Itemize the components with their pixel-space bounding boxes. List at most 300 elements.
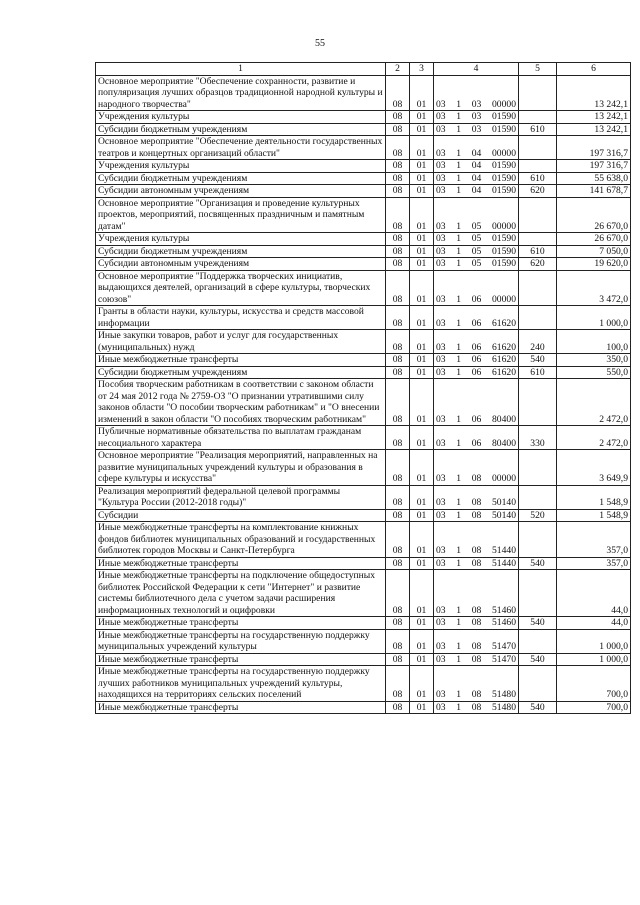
subsection-code: 01 [410, 617, 434, 630]
subsection-code: 01 [410, 233, 434, 246]
table-row [96, 233, 631, 246]
code-part: 51470 [492, 641, 516, 652]
section-code: 08 [386, 570, 410, 617]
code-part: 04 [471, 185, 482, 196]
code-part: 03 [436, 111, 446, 122]
expense-type-code: 620 [519, 258, 557, 271]
table-row [96, 366, 631, 379]
table-row [96, 485, 631, 509]
target-article-code [434, 570, 519, 617]
amount: 44,0 [557, 570, 631, 617]
amount: 1 000,0 [557, 629, 631, 653]
code-part: 08 [471, 653, 482, 665]
row-name: Иные межбюджетные трансферты на государственную поддержку муниципальных учреждений культуры [96, 629, 386, 653]
target-article-code [434, 557, 519, 570]
row-name: Учреждения культуры [96, 233, 386, 246]
code-part: 1 [456, 111, 462, 122]
target-article-code [434, 450, 519, 486]
amount: 1 000,0 [557, 306, 631, 330]
expense-type-code: 610 [519, 172, 557, 185]
subsection-code: 01 [410, 509, 434, 522]
amount: 550,0 [557, 366, 631, 379]
code-part: 1 [456, 258, 462, 269]
section-code: 08 [386, 653, 410, 666]
target-article-code [434, 629, 519, 653]
subsection-code: 01 [410, 666, 434, 702]
code-part: 00000 [492, 147, 516, 159]
code-part: 51480 [492, 701, 516, 713]
code-part: 1 [456, 220, 462, 232]
amount: 13 242,1 [557, 75, 631, 111]
target-article-code [434, 354, 519, 367]
code-part: 06 [471, 437, 482, 449]
code-part: 01590 [492, 111, 516, 122]
code-part: 08 [471, 545, 482, 556]
section-code: 08 [386, 366, 410, 379]
subsection-code: 01 [410, 653, 434, 666]
expense-type-code: 330 [519, 426, 557, 450]
section-code: 08 [386, 270, 410, 306]
code-part: 03 [436, 509, 446, 521]
subsection-code: 01 [410, 366, 434, 379]
subsection-code: 01 [410, 557, 434, 570]
table-row [96, 629, 631, 653]
subsection-code: 01 [410, 629, 434, 653]
table-row [96, 172, 631, 185]
table-row [96, 617, 631, 630]
code-part: 05 [471, 220, 482, 232]
code-part: 1 [456, 689, 462, 700]
table-row [96, 245, 631, 258]
subsection-code: 01 [410, 379, 434, 426]
row-name: Субсидии [96, 509, 386, 522]
code-part: 06 [471, 413, 482, 425]
code-part: 04 [471, 160, 482, 171]
section-code: 08 [386, 258, 410, 271]
code-part: 1 [456, 617, 462, 628]
expense-type-code [519, 111, 557, 124]
code-part: 03 [471, 98, 482, 110]
subsection-code: 01 [410, 136, 434, 160]
expense-type-code: 540 [519, 653, 557, 666]
code-part: 03 [436, 341, 446, 353]
section-code: 08 [386, 197, 410, 233]
code-part: 08 [471, 701, 482, 713]
code-part: 00000 [492, 473, 516, 484]
table-row [96, 136, 631, 160]
row-name: Иные межбюджетные трансферты [96, 557, 386, 570]
subsection-code: 01 [410, 197, 434, 233]
section-code: 08 [386, 379, 410, 426]
code-part: 1 [456, 653, 462, 665]
code-part: 01590 [492, 233, 516, 244]
table-row [96, 270, 631, 306]
code-part: 80400 [492, 437, 516, 449]
expense-type-code [519, 450, 557, 486]
section-code: 08 [386, 426, 410, 450]
code-part: 08 [471, 604, 482, 616]
target-article-code [434, 701, 519, 714]
target-article-code [434, 485, 519, 509]
expense-type-code [519, 75, 557, 111]
code-part: 1 [456, 473, 462, 484]
amount: 3 649,9 [557, 450, 631, 486]
section-code: 08 [386, 557, 410, 570]
subsection-code: 01 [410, 426, 434, 450]
amount: 2 472,0 [557, 426, 631, 450]
code-part: 03 [436, 258, 446, 269]
target-article-code [434, 426, 519, 450]
code-part: 01590 [492, 123, 516, 135]
code-part: 03 [436, 617, 446, 628]
code-part: 1 [456, 545, 462, 556]
table-row [96, 354, 631, 367]
amount: 357,0 [557, 557, 631, 570]
subsection-code: 01 [410, 485, 434, 509]
code-part: 03 [436, 233, 446, 244]
code-part: 1 [456, 185, 462, 196]
subsection-code: 01 [410, 330, 434, 354]
subsection-code: 01 [410, 270, 434, 306]
target-article-code [434, 366, 519, 379]
code-part: 1 [456, 98, 462, 110]
table-row [96, 701, 631, 714]
table-row [96, 111, 631, 124]
section-code: 08 [386, 111, 410, 124]
code-part: 04 [471, 147, 482, 159]
code-part: 1 [456, 341, 462, 353]
expense-type-code [519, 379, 557, 426]
code-part: 05 [471, 233, 482, 244]
code-part: 04 [471, 172, 482, 184]
header-row [96, 63, 631, 76]
row-name: Основное мероприятие "Поддержка творческих инициатив, выдающихся деятелей, организаций в сфере культуры, творческих союзов" [96, 270, 386, 306]
table-row [96, 450, 631, 486]
expense-type-code [519, 666, 557, 702]
subsection-code: 01 [410, 450, 434, 486]
code-part: 51460 [492, 604, 516, 616]
target-article-code [434, 330, 519, 354]
code-part: 1 [456, 160, 462, 171]
row-name: Субсидии бюджетным учреждениям [96, 245, 386, 258]
expense-type-code: 540 [519, 617, 557, 630]
section-code: 08 [386, 522, 410, 558]
target-article-code [434, 185, 519, 198]
code-part: 03 [436, 557, 446, 569]
subsection-code: 01 [410, 111, 434, 124]
amount: 2 472,0 [557, 379, 631, 426]
code-part: 1 [456, 641, 462, 652]
code-part: 01590 [492, 160, 516, 171]
subsection-code: 01 [410, 245, 434, 258]
code-part: 61620 [492, 366, 516, 378]
code-part: 61620 [492, 354, 516, 365]
code-part: 01590 [492, 245, 516, 257]
amount: 1 000,0 [557, 653, 631, 666]
row-name: Субсидии бюджетным учреждениям [96, 172, 386, 185]
table-row [96, 522, 631, 558]
code-part: 08 [471, 509, 482, 521]
code-part: 08 [471, 497, 482, 508]
table-row [96, 75, 631, 111]
code-part: 03 [436, 147, 446, 159]
amount: 141 678,7 [557, 185, 631, 198]
code-part: 06 [471, 293, 482, 305]
expense-type-code: 540 [519, 557, 557, 570]
expense-type-code [519, 522, 557, 558]
code-part: 06 [471, 366, 482, 378]
row-name: Пособия творческим работникам в соответствии с законом области от 24 мая 2012 года № 2759-ОЗ "О признании утратившими силу законов области "О пособии творческим работникам" и "О внесении изменений в закон области "О пособиях творческим работникам" [96, 379, 386, 426]
code-part: 05 [471, 245, 482, 257]
subsection-code: 01 [410, 160, 434, 173]
amount: 197 316,7 [557, 160, 631, 173]
expense-type-code: 610 [519, 123, 557, 136]
row-name: Основное мероприятие "Обеспечение деятельности государственных театров и концертных организаций области" [96, 136, 386, 160]
code-part: 03 [436, 185, 446, 196]
code-part: 61620 [492, 341, 516, 353]
row-name: Субсидии бюджетным учреждениям [96, 366, 386, 379]
row-name: Иные межбюджетные трансферты на государственную поддержку лучших работников муниципальных учреждений культуры, находящихся на территориях сельских поселений [96, 666, 386, 702]
code-part: 03 [436, 413, 446, 425]
expense-type-code [519, 306, 557, 330]
amount: 100,0 [557, 330, 631, 354]
code-part: 1 [456, 123, 462, 135]
code-part: 01590 [492, 258, 516, 269]
expense-type-code: 520 [519, 509, 557, 522]
section-code: 08 [386, 701, 410, 714]
code-part: 03 [436, 545, 446, 556]
target-article-code [434, 258, 519, 271]
section-code: 08 [386, 450, 410, 486]
code-part: 03 [436, 245, 446, 257]
expense-type-code [519, 570, 557, 617]
amount: 44,0 [557, 617, 631, 630]
budget-table [95, 62, 631, 714]
expense-type-code: 240 [519, 330, 557, 354]
target-article-code [434, 123, 519, 136]
expense-type-code [519, 629, 557, 653]
subsection-code: 01 [410, 306, 434, 330]
target-article-code [434, 160, 519, 173]
amount: 13 242,1 [557, 123, 631, 136]
code-part: 51440 [492, 545, 516, 556]
code-part: 1 [456, 233, 462, 244]
amount: 19 620,0 [557, 258, 631, 271]
code-part: 1 [456, 354, 462, 365]
expense-type-code: 610 [519, 366, 557, 379]
target-article-code [434, 172, 519, 185]
code-part: 01590 [492, 185, 516, 196]
section-code: 08 [386, 629, 410, 653]
row-name: Основное мероприятие "Реализация мероприятий, направленных на развитие муниципальных учреждений культуры и образования в сфере культуры и искусства" [96, 450, 386, 486]
header-cell: 1 [96, 63, 386, 76]
table-row [96, 379, 631, 426]
code-part: 05 [471, 258, 482, 269]
code-part: 03 [436, 641, 446, 652]
target-article-code [434, 245, 519, 258]
target-article-code [434, 233, 519, 246]
header-cell: 6 [557, 63, 631, 76]
target-article-code [434, 306, 519, 330]
row-name: Субсидии автономным учреждениям [96, 185, 386, 198]
section-code: 08 [386, 245, 410, 258]
target-article-code [434, 666, 519, 702]
subsection-code: 01 [410, 701, 434, 714]
code-part: 00000 [492, 220, 516, 232]
code-part: 03 [436, 473, 446, 484]
target-article-code [434, 379, 519, 426]
expense-type-code: 540 [519, 701, 557, 714]
table-row [96, 557, 631, 570]
section-code: 08 [386, 185, 410, 198]
amount: 700,0 [557, 701, 631, 714]
code-part: 03 [436, 220, 446, 232]
code-part: 03 [436, 653, 446, 665]
code-part: 00000 [492, 98, 516, 110]
code-part: 03 [436, 366, 446, 378]
amount: 1 548,9 [557, 509, 631, 522]
code-part: 1 [456, 509, 462, 521]
row-name: Субсидии автономным учреждениям [96, 258, 386, 271]
code-part: 1 [456, 557, 462, 569]
code-part: 51460 [492, 617, 516, 628]
code-part: 1 [456, 497, 462, 508]
code-part: 03 [436, 437, 446, 449]
table-row [96, 160, 631, 173]
code-part: 03 [436, 689, 446, 700]
section-code: 08 [386, 233, 410, 246]
code-part: 50140 [492, 509, 516, 521]
header-cell: 3 [410, 63, 434, 76]
code-part: 1 [456, 172, 462, 184]
row-name: Основное мероприятие "Обеспечение сохранности, развитие и популяризация лучших образцов традиционной народной культуры и народного творчества" [96, 75, 386, 111]
amount: 26 670,0 [557, 233, 631, 246]
subsection-code: 01 [410, 172, 434, 185]
code-part: 1 [456, 604, 462, 616]
amount: 7 050,0 [557, 245, 631, 258]
expense-type-code [519, 160, 557, 173]
expense-type-code [519, 233, 557, 246]
subsection-code: 01 [410, 522, 434, 558]
code-part: 08 [471, 557, 482, 569]
table-row [96, 666, 631, 702]
section-code: 08 [386, 160, 410, 173]
section-code: 08 [386, 617, 410, 630]
code-part: 1 [456, 366, 462, 378]
code-part: 03 [436, 293, 446, 305]
code-part: 51440 [492, 557, 516, 569]
expense-type-code [519, 197, 557, 233]
amount: 26 670,0 [557, 197, 631, 233]
page-number: 55 [315, 38, 325, 49]
expense-type-code [519, 270, 557, 306]
subsection-code: 01 [410, 185, 434, 198]
table-row [96, 330, 631, 354]
code-part: 00000 [492, 293, 516, 305]
code-part: 1 [456, 437, 462, 449]
code-part: 08 [471, 473, 482, 484]
target-article-code [434, 136, 519, 160]
section-code: 08 [386, 306, 410, 330]
code-part: 08 [471, 617, 482, 628]
code-part: 03 [436, 354, 446, 365]
code-part: 61620 [492, 317, 516, 329]
code-part: 03 [471, 123, 482, 135]
code-part: 03 [436, 123, 446, 135]
amount: 1 548,9 [557, 485, 631, 509]
code-part: 50140 [492, 497, 516, 508]
code-part: 01590 [492, 172, 516, 184]
expense-type-code [519, 485, 557, 509]
row-name: Иные закупки товаров, работ и услуг для государственных (муниципальных) нужд [96, 330, 386, 354]
code-part: 1 [456, 317, 462, 329]
code-part: 1 [456, 245, 462, 257]
code-part: 06 [471, 341, 482, 353]
target-article-code [434, 617, 519, 630]
target-article-code [434, 270, 519, 306]
header-cell: 5 [519, 63, 557, 76]
amount: 350,0 [557, 354, 631, 367]
table-row [96, 653, 631, 666]
code-part: 80400 [492, 413, 516, 425]
subsection-code: 01 [410, 570, 434, 617]
amount: 13 242,1 [557, 111, 631, 124]
section-code: 08 [386, 509, 410, 522]
table-row [96, 123, 631, 136]
table-row [96, 426, 631, 450]
code-part: 51470 [492, 653, 516, 665]
code-part: 03 [436, 172, 446, 184]
expense-type-code: 610 [519, 245, 557, 258]
target-article-code [434, 197, 519, 233]
code-part: 03 [471, 111, 482, 122]
table-row [96, 258, 631, 271]
code-part: 08 [471, 641, 482, 652]
row-name: Иные межбюджетные трансферты [96, 701, 386, 714]
table-row [96, 509, 631, 522]
expense-type-code: 620 [519, 185, 557, 198]
code-part: 1 [456, 413, 462, 425]
target-article-code [434, 653, 519, 666]
code-part: 51480 [492, 689, 516, 700]
amount: 700,0 [557, 666, 631, 702]
code-part: 08 [471, 689, 482, 700]
target-article-code [434, 111, 519, 124]
amount: 3 472,0 [557, 270, 631, 306]
section-code: 08 [386, 172, 410, 185]
section-code: 08 [386, 330, 410, 354]
row-name: Иные межбюджетные трансферты [96, 354, 386, 367]
amount: 197 316,7 [557, 136, 631, 160]
subsection-code: 01 [410, 258, 434, 271]
subsection-code: 01 [410, 354, 434, 367]
row-name: Публичные нормативные обязательства по выплатам гражданам несоциального характера [96, 426, 386, 450]
row-name: Иные межбюджетные трансферты на комплектование книжных фондов библиотек муниципальных образований и государственных библиотек городов Москвы и Санкт-Петербурга [96, 522, 386, 558]
code-part: 06 [471, 317, 482, 329]
row-name: Гранты в области науки, культуры, искусства и средств массовой информации [96, 306, 386, 330]
amount: 55 638,0 [557, 172, 631, 185]
section-code: 08 [386, 75, 410, 111]
table-row [96, 570, 631, 617]
table-row [96, 197, 631, 233]
code-part: 03 [436, 701, 446, 713]
code-part: 1 [456, 293, 462, 305]
section-code: 08 [386, 123, 410, 136]
row-name: Учреждения культуры [96, 160, 386, 173]
subsection-code: 01 [410, 123, 434, 136]
subsection-code: 01 [410, 75, 434, 111]
expense-type-code: 540 [519, 354, 557, 367]
